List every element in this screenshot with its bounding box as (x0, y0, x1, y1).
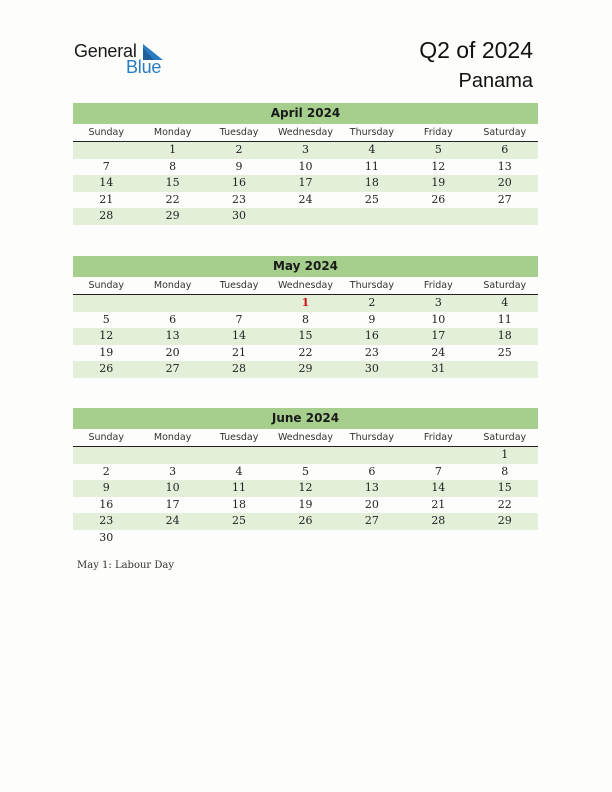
week-row (73, 142, 538, 159)
weekday-label: Thursday (349, 127, 394, 138)
day-cell: 18 (232, 497, 247, 511)
day-cell: 26 (431, 192, 446, 206)
weekday-label: Thursday (349, 280, 394, 291)
day-cell: 7 (434, 464, 442, 478)
day-cell (73, 447, 139, 464)
day-cell: 10 (431, 312, 446, 326)
day-cell: 23 (99, 514, 114, 527)
brand-logo (74, 41, 174, 77)
day-cell: 7 (102, 159, 110, 173)
day-cell: 2 (368, 296, 376, 309)
day-cell: 27 (364, 514, 379, 527)
day-cell: 30 (232, 209, 247, 222)
day-cell: 16 (99, 497, 114, 511)
month-header: June 2024 (73, 408, 538, 429)
day-cell: 20 (165, 345, 180, 359)
weekday-header-row (73, 124, 538, 142)
week-row (73, 361, 538, 378)
weekday-header-row (73, 277, 538, 295)
day-cell: 25 (232, 514, 247, 527)
month-header: April 2024 (73, 103, 538, 124)
weekday-label: Friday (423, 280, 453, 291)
weekday-label: Friday (423, 127, 453, 138)
day-cell (139, 295, 205, 312)
week-row (73, 530, 538, 547)
day-cell: 14 (99, 176, 114, 189)
month-calendar-april (73, 103, 538, 225)
day-cell: 12 (298, 481, 313, 494)
month-calendar-may (73, 256, 538, 378)
day-cell: 12 (99, 329, 114, 342)
day-cell (339, 447, 405, 464)
day-cell: 21 (431, 497, 446, 511)
day-cell: 30 (99, 530, 114, 544)
day-cell (73, 295, 139, 312)
day-cell: 9 (368, 312, 376, 326)
day-cell (272, 530, 338, 547)
day-cell: 28 (232, 362, 247, 375)
week-row (73, 192, 538, 209)
week-row (73, 328, 538, 345)
weekday-label: Sunday (88, 432, 124, 443)
day-cell: 15 (298, 329, 313, 342)
day-cell: 21 (232, 345, 247, 359)
day-cell: 27 (497, 192, 512, 206)
day-cell: 9 (102, 481, 110, 494)
weekday-label: Saturday (483, 280, 527, 291)
day-cell (206, 447, 272, 464)
day-cell: 5 (434, 143, 442, 156)
day-cell (272, 447, 338, 464)
day-cell: 5 (301, 464, 309, 478)
week-row (73, 312, 538, 329)
day-cell: 7 (235, 312, 243, 326)
day-cell: 22 (298, 345, 313, 359)
day-cell (139, 530, 205, 547)
day-cell: 12 (431, 159, 446, 173)
day-cell: 17 (298, 176, 313, 189)
weekday-label: Tuesday (219, 432, 259, 443)
day-cell: 4 (501, 296, 509, 309)
day-cell: 1 (501, 448, 509, 461)
day-cell: 27 (165, 362, 180, 375)
day-cell: 13 (165, 329, 180, 342)
weekday-label: Saturday (483, 127, 527, 138)
day-cell: 20 (364, 497, 379, 511)
weekday-label: Wednesday (277, 127, 333, 138)
day-cell: 4 (235, 464, 243, 478)
day-cell: 6 (501, 143, 509, 156)
day-cell: 11 (497, 312, 512, 326)
weekday-header-row (73, 429, 538, 447)
logo-word-general: General (74, 41, 137, 61)
day-cell (139, 447, 205, 464)
day-cell (472, 361, 538, 378)
day-cell: 31 (431, 362, 446, 375)
day-cell: 29 (298, 362, 313, 375)
day-cell: 6 (169, 312, 177, 326)
day-cell: 28 (99, 209, 114, 222)
day-cell: 17 (165, 497, 180, 511)
day-cell: 18 (497, 329, 512, 342)
week-row (73, 208, 538, 225)
day-cell: 19 (431, 176, 446, 189)
day-cell: 25 (364, 192, 379, 206)
day-cell: 10 (165, 481, 180, 494)
day-cell: 29 (497, 514, 512, 527)
day-cell: 9 (235, 159, 243, 173)
weekday-label: Wednesday (277, 280, 333, 291)
day-cell: 13 (497, 159, 512, 173)
week-row (73, 159, 538, 176)
day-cell: 24 (431, 345, 446, 359)
weekday-label: Sunday (88, 280, 124, 291)
day-cell (206, 295, 272, 312)
week-row (73, 513, 538, 530)
day-cell: 22 (497, 497, 512, 511)
day-cell: 8 (169, 159, 177, 173)
day-cell: 2 (235, 143, 243, 156)
day-cell: 11 (364, 159, 379, 173)
week-row (73, 464, 538, 481)
logo-word-blue: Blue (126, 57, 162, 77)
weekday-label: Tuesday (219, 127, 259, 138)
day-cell: 8 (501, 464, 509, 478)
holiday-day-cell: 1 (301, 296, 310, 309)
day-cell: 18 (364, 176, 379, 189)
weekday-label: Thursday (349, 432, 394, 443)
day-cell: 14 (232, 329, 247, 342)
day-cell (405, 447, 471, 464)
weekday-label: Monday (153, 432, 192, 443)
day-cell: 4 (368, 143, 376, 156)
day-cell: 8 (301, 312, 309, 326)
week-row (73, 447, 538, 464)
day-cell: 29 (165, 209, 180, 222)
weekday-label: Monday (153, 280, 192, 291)
day-cell: 22 (165, 192, 180, 206)
day-cell (206, 530, 272, 547)
day-cell (339, 208, 405, 225)
day-cell: 26 (298, 514, 313, 527)
day-cell: 15 (165, 176, 180, 189)
day-cell: 23 (232, 192, 247, 206)
day-cell: 14 (431, 481, 446, 494)
day-cell: 13 (364, 481, 379, 494)
weekday-label: Sunday (88, 127, 124, 138)
weekday-label: Friday (423, 432, 453, 443)
day-cell: 19 (298, 497, 313, 511)
day-cell: 16 (232, 176, 247, 189)
day-cell: 24 (298, 192, 313, 206)
day-cell: 28 (431, 514, 446, 527)
week-row (73, 175, 538, 192)
day-cell: 10 (298, 159, 313, 173)
day-cell: 26 (99, 362, 114, 375)
day-cell: 23 (364, 345, 379, 359)
day-cell (73, 142, 139, 159)
day-cell: 17 (431, 329, 446, 342)
day-cell (405, 530, 471, 547)
day-cell: 2 (102, 464, 110, 478)
country-title: Panama (458, 70, 533, 92)
month-calendar-june (73, 408, 538, 546)
week-row (73, 295, 538, 312)
quarter-title: Q2 of 2024 (419, 37, 533, 63)
day-cell: 1 (169, 143, 177, 156)
holiday-note: May 1: Labour Day (77, 560, 174, 571)
day-cell: 11 (232, 481, 247, 494)
day-cell: 24 (165, 514, 180, 527)
day-cell: 15 (497, 481, 512, 494)
day-cell: 5 (102, 312, 110, 326)
day-cell (405, 208, 471, 225)
day-cell: 6 (368, 464, 376, 478)
day-cell: 30 (364, 362, 379, 375)
month-header: May 2024 (73, 256, 538, 277)
day-cell: 3 (169, 464, 177, 478)
day-cell (339, 530, 405, 547)
day-cell (472, 208, 538, 225)
day-cell (272, 208, 338, 225)
weekday-label: Monday (153, 127, 192, 138)
day-cell: 20 (497, 176, 512, 189)
day-cell: 3 (301, 143, 309, 156)
week-row (73, 480, 538, 497)
weekday-label: Wednesday (277, 432, 333, 443)
day-cell (472, 530, 538, 547)
day-cell: 19 (99, 345, 114, 359)
weekday-label: Saturday (483, 432, 527, 443)
day-cell: 21 (99, 192, 114, 206)
week-row (73, 497, 538, 514)
weekday-label: Tuesday (219, 280, 259, 291)
week-row (73, 345, 538, 362)
day-cell: 25 (497, 345, 512, 359)
day-cell: 16 (364, 329, 379, 342)
day-cell: 3 (434, 296, 442, 309)
